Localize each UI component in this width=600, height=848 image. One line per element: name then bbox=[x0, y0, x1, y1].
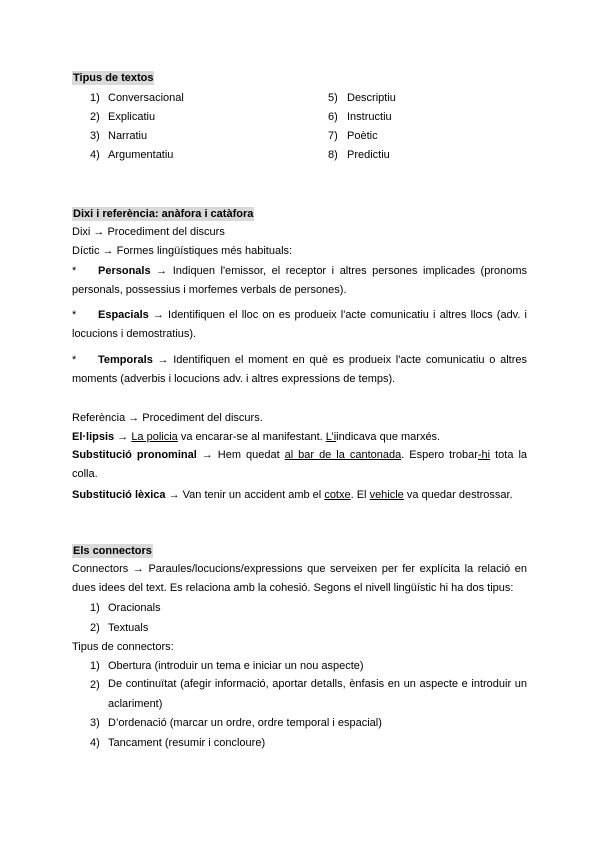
list-item: Explicatiu bbox=[108, 111, 156, 123]
list-number: 1) bbox=[90, 92, 100, 104]
list-item: Instructiu bbox=[347, 111, 392, 123]
example-elipsis bbox=[72, 430, 440, 444]
list-number: 4) bbox=[90, 737, 100, 749]
list-item: D’ordenació (marcar un ordre, ordre temporal i espacial) bbox=[108, 717, 382, 729]
paragraph-temporals bbox=[72, 351, 527, 389]
text-span: . El bbox=[350, 489, 370, 501]
text-line: Dixi → Procediment del discurs bbox=[72, 226, 225, 238]
text-line: Referència → Procediment del discurs. bbox=[72, 412, 263, 424]
text-span: tota la colla. bbox=[72, 449, 528, 480]
underlined-word: -hi bbox=[477, 449, 491, 461]
list-number: 3) bbox=[90, 717, 100, 729]
term-label: Temporals bbox=[98, 354, 153, 366]
text-span: va encarar-se al manifestant. bbox=[177, 431, 326, 443]
paragraph-connectors: Connectors → Paraules/locucions/expressions que serveixen per fer explícita la relació en dues idees del text. Es relaciona amb la cohesió. Segons el nivell lingüístic hi ha dos tipus: bbox=[72, 563, 527, 594]
example-lexica bbox=[72, 488, 513, 502]
text-span: . Espero trobar bbox=[401, 449, 478, 461]
list-item: Obertura (introduir un tema e iniciar un nou aspecte) bbox=[108, 660, 364, 672]
list-number: 5) bbox=[328, 92, 338, 104]
paragraph-espacials bbox=[72, 306, 527, 344]
section-heading-connectors: Els connectors bbox=[73, 545, 152, 557]
list-item: Narratiu bbox=[108, 130, 148, 142]
underlined-word: cotxe bbox=[324, 489, 351, 501]
term-label: Substitució pronominal bbox=[72, 449, 197, 461]
underlined-word: La policia bbox=[131, 431, 178, 443]
section-heading-tipus: Tipus de textos bbox=[73, 72, 154, 84]
text-line: Tipus de connectors: bbox=[72, 641, 174, 653]
underlined-word: L’i bbox=[325, 431, 337, 443]
bullet-star: * bbox=[72, 354, 77, 366]
example-pronominal bbox=[72, 446, 527, 484]
term-label: Espacials bbox=[98, 309, 149, 321]
text-span: → Hem quedat bbox=[196, 449, 285, 461]
bullet-star: * bbox=[72, 309, 77, 321]
term-text: → Identifiquen el moment en què es produeix l'acte comunicatiu o altres moments (adverbis i locucions adv. i altres expressions de temps). bbox=[72, 354, 527, 385]
list-item: Argumentatiu bbox=[108, 149, 174, 161]
term-text: → Indiquen l'emissor, el receptor i altres persones implicades (pronoms personals, possessius i morfemes verbals de persones). bbox=[72, 265, 527, 296]
underlined-word: al bar de la cantonada bbox=[284, 449, 402, 461]
paragraph-personals bbox=[72, 262, 527, 300]
list-number: 6) bbox=[328, 111, 338, 123]
list-number: 2) bbox=[90, 111, 100, 123]
text-span: → bbox=[114, 431, 132, 443]
list-item: De continuïtat (afegir informació, aportar detalls, ènfasis en un aspecte e introduir un aclariment) bbox=[108, 678, 527, 710]
text-span: → Van tenir un accident amb el bbox=[165, 489, 325, 501]
list-number: 1) bbox=[90, 660, 100, 672]
list-number: 2) bbox=[90, 679, 100, 691]
list-number: 4) bbox=[90, 149, 100, 161]
list-item: Conversacional bbox=[108, 92, 184, 104]
list-number: 8) bbox=[328, 149, 338, 161]
list-item: Descriptiu bbox=[347, 92, 396, 104]
text-line: Díctic → Formes lingüístiques més habituals: bbox=[72, 245, 293, 257]
term-label: Substitució lèxica bbox=[72, 489, 166, 501]
list-item: Poètic bbox=[347, 130, 378, 142]
underlined-word: vehicle bbox=[369, 489, 404, 501]
list-number: 3) bbox=[90, 130, 100, 142]
list-item: Textuals bbox=[108, 622, 149, 634]
term-text: → Identifiquen el lloc on es produeix l'acte comunicatiu i altres llocs (adv. i locucions i demostratius). bbox=[72, 309, 527, 340]
list-number: 2) bbox=[90, 622, 100, 634]
section-heading-dixi: Dixi i referència: anàfora i catàfora bbox=[73, 208, 254, 220]
bullet-star: * bbox=[72, 265, 77, 277]
list-number: 1) bbox=[90, 602, 100, 614]
list-number: 7) bbox=[328, 130, 338, 142]
list-item: Predictiu bbox=[347, 149, 390, 161]
text-span: va quedar destrossar. bbox=[403, 489, 513, 501]
text-span: indicava que marxés. bbox=[336, 431, 441, 443]
list-item: Oracionals bbox=[108, 602, 161, 614]
term-label: Personals bbox=[98, 265, 151, 277]
list-item: Tancament (resumir i concloure) bbox=[108, 737, 266, 749]
term-label: El·lipsis bbox=[72, 431, 115, 443]
